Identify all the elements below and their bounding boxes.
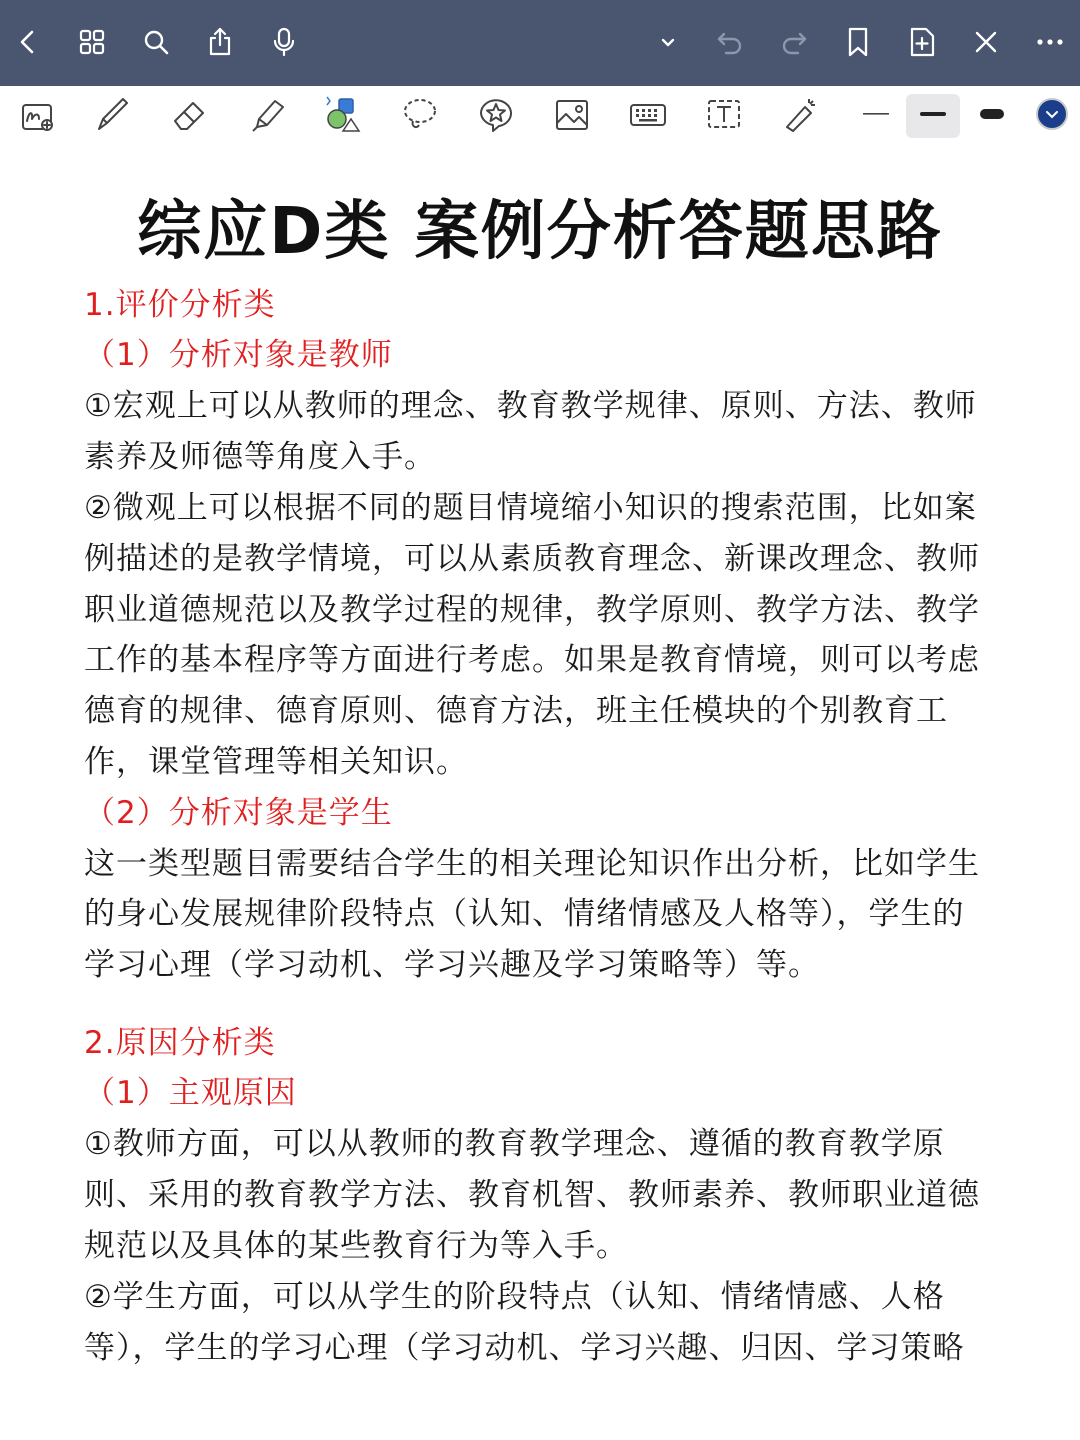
body-text-line: ②微观上可以根据不同的题目情境缩小知识的搜索范围，比如案 — [84, 490, 977, 526]
body-text-line: 素养及师德等角度入手。 — [84, 439, 436, 475]
redo-icon[interactable] — [774, 22, 814, 62]
lasso-icon[interactable] — [396, 92, 444, 136]
pen-icon[interactable] — [88, 92, 136, 136]
chevron-down-icon[interactable] — [648, 22, 688, 62]
sticker-icon[interactable] — [472, 92, 520, 136]
medium-stroke-icon[interactable] — [909, 92, 957, 136]
thick-stroke-icon[interactable] — [968, 92, 1016, 136]
body-text-line: 工作的基本程序等方面进行考虑。如果是教育情境，则可以考虑 — [84, 642, 980, 678]
back-icon[interactable] — [8, 22, 48, 62]
body-text-line: 规范以及具体的某些教育行为等入手。 — [84, 1228, 628, 1264]
undo-icon[interactable] — [710, 22, 750, 62]
bookmark-icon[interactable] — [838, 22, 878, 62]
textbox-icon[interactable] — [700, 92, 748, 136]
search-icon[interactable] — [136, 22, 176, 62]
microphone-icon[interactable] — [264, 22, 304, 62]
eraser-icon[interactable] — [166, 92, 214, 136]
top-navigation-bar — [0, 0, 1080, 86]
body-text-line: 这一类型题目需要结合学生的相关理论知识作出分析，比如学生 — [84, 846, 980, 882]
body-text-line: 的身心发展规律阶段特点（认知、情绪情感及人格等），学生的 — [84, 896, 965, 932]
body-text-line: ①宏观上可以从教师的理念、教育教学规律、原则、方法、教师 — [84, 388, 977, 424]
body-text-line: 等），学生的学习心理（学习动机、学习兴趣、归因、学习策略 — [84, 1330, 965, 1366]
body-text-line: ①教师方面，可以从教师的教育教学理念、遵循的教育教学原 — [84, 1126, 945, 1162]
share-icon[interactable] — [200, 22, 240, 62]
section-heading: （1）分析对象是教师 — [84, 337, 393, 373]
section-heading: （1）主观原因 — [84, 1075, 297, 1111]
body-text-line: 学习心理（学习动机、学习兴趣及学习策略等）等。 — [84, 947, 820, 983]
page-title: 综应D类 案例分析答题思路 — [137, 195, 943, 269]
add-page-icon[interactable] — [902, 22, 942, 62]
close-icon[interactable] — [966, 22, 1006, 62]
body-text-line: 则、采用的教育教学方法、教育机智、教师素养、教师职业道德 — [84, 1177, 980, 1213]
section-heading: 2.原因分析类 — [84, 1025, 276, 1061]
image-icon[interactable] — [548, 92, 596, 136]
grid-icon[interactable] — [72, 22, 112, 62]
body-text-line: 德育的规律、德育原则、德育方法，班主任模块的个别教育工 — [84, 693, 948, 729]
laser-pointer-icon[interactable] — [776, 92, 824, 136]
body-text-line: 职业道德规范以及教学过程的规律，教学原则、教学方法、教学 — [84, 592, 980, 628]
more-icon[interactable] — [1030, 22, 1070, 62]
section-heading: （2）分析对象是学生 — [84, 795, 393, 831]
body-text-line: 作，课堂管理等相关知识。 — [84, 744, 468, 780]
body-text-line: ②学生方面，可以从学生的阶段特点（认知、情绪情感、人格 — [84, 1279, 945, 1315]
highlighter-icon[interactable] — [244, 92, 292, 136]
shapes-icon[interactable] — [318, 92, 366, 136]
handwriting-convert-icon[interactable] — [14, 92, 62, 136]
color-picker-icon[interactable] — [1028, 92, 1076, 136]
body-text-line: 例描述的是教学情境，可以从素质教育理念、新课改理念、教师 — [84, 541, 980, 577]
thin-stroke-icon[interactable] — [852, 92, 900, 136]
section-heading: 1.评价分析类 — [84, 287, 276, 323]
keyboard-icon[interactable] — [624, 92, 672, 136]
